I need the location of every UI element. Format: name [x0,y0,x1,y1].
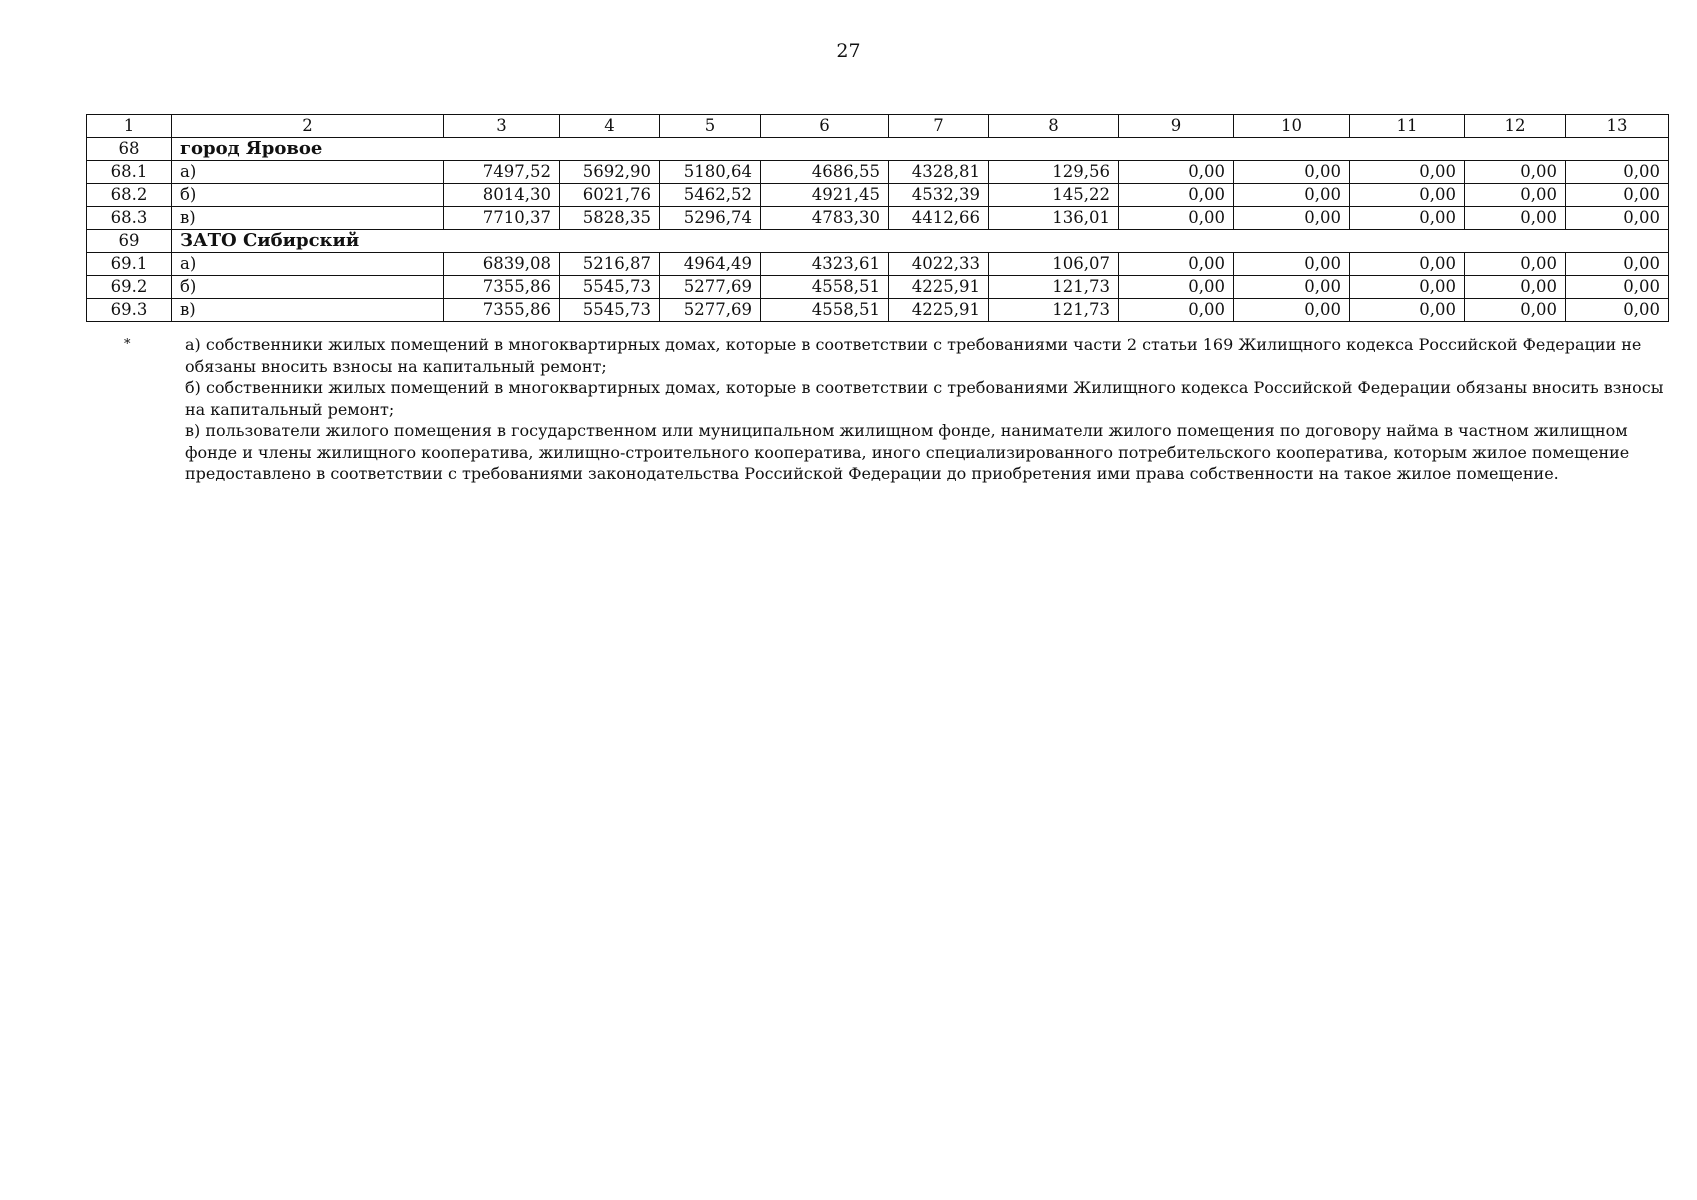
table-body [87,115,1669,322]
value-cell: 5462,52 [660,184,761,207]
value-cell: 4921,45 [761,184,889,207]
value-cell: 8014,30 [444,184,560,207]
value-cell: 129,56 [989,161,1119,184]
value-cell: 5277,69 [660,276,761,299]
row-label: в) [172,207,444,230]
value-cell: 0,00 [1350,207,1465,230]
value-cell: 0,00 [1350,299,1465,322]
value-cell: 5692,90 [560,161,660,184]
group-title: город Яровое [172,138,1669,161]
value-cell: 0,00 [1566,184,1669,207]
value-cell: 0,00 [1119,184,1234,207]
value-cell: 0,00 [1465,253,1566,276]
value-cell: 0,00 [1350,161,1465,184]
value-cell: 4964,49 [660,253,761,276]
value-cell: 0,00 [1465,184,1566,207]
value-cell: 0,00 [1350,253,1465,276]
page-number: 27 [836,40,861,62]
value-cell: 121,73 [989,276,1119,299]
value-cell: 4225,91 [889,299,989,322]
value-cell: 0,00 [1465,276,1566,299]
value-cell: 0,00 [1234,299,1350,322]
value-cell: 0,00 [1566,299,1669,322]
table-row [87,207,1669,230]
value-cell: 0,00 [1234,161,1350,184]
group-title: ЗАТО Сибирский [172,230,1669,253]
value-cell: 4323,61 [761,253,889,276]
value-cell: 0,00 [1566,161,1669,184]
value-cell: 0,00 [1465,299,1566,322]
value-cell: 0,00 [1119,253,1234,276]
value-cell: 0,00 [1119,276,1234,299]
footnote-marker: * [124,337,131,352]
row-number: 68.3 [87,207,172,230]
row-number: 68 [87,138,172,161]
header-cell: 12 [1465,115,1566,138]
footnotes [86,334,1668,485]
header-cell: 6 [761,115,889,138]
value-cell: 0,00 [1119,299,1234,322]
value-cell: 5545,73 [560,276,660,299]
group-row [87,138,1669,161]
row-label: в) [172,299,444,322]
value-cell: 4686,55 [761,161,889,184]
row-number: 68.1 [87,161,172,184]
table-row [87,184,1669,207]
value-cell: 0,00 [1119,207,1234,230]
value-cell: 0,00 [1566,276,1669,299]
value-cell: 5216,87 [560,253,660,276]
value-cell: 7355,86 [444,276,560,299]
value-cell: 0,00 [1234,276,1350,299]
row-label: б) [172,276,444,299]
value-cell: 4022,33 [889,253,989,276]
header-cell: 11 [1350,115,1465,138]
value-cell: 0,00 [1465,161,1566,184]
row-number: 68.2 [87,184,172,207]
header-cell: 9 [1119,115,1234,138]
value-cell: 0,00 [1234,253,1350,276]
header-cell: 4 [560,115,660,138]
header-cell: 5 [660,115,761,138]
value-cell: 5296,74 [660,207,761,230]
value-cell: 6839,08 [444,253,560,276]
value-cell: 4532,39 [889,184,989,207]
value-cell: 0,00 [1234,207,1350,230]
header-cell: 8 [989,115,1119,138]
value-cell: 6021,76 [560,184,660,207]
footnote-item-a: а) собственники жилых помещений в многоквартирных домах, которые в соответствии с требованиями части 2 статьи 169 Жилищного кодекса Российской Федерации не обязаны вносить взносы на капитальный ремонт; [185,335,1642,376]
table-header-row [87,115,1669,138]
value-cell: 5277,69 [660,299,761,322]
value-cell: 7710,37 [444,207,560,230]
value-cell: 4558,51 [761,276,889,299]
row-number: 69 [87,230,172,253]
footnote-item-c: в) пользователи жилого помещения в государственном или муниципальном жилищном фонде, наниматели жилого помещения по договору найма в частном жилищном фонде и члены жилищного кооператива, жилищно-строительного кооператива, иного специализированного потребительского кооператива, которым жилое помещение предоставлено в соответствии с требованиями законодательства Российской Федерации до приобретения ими права собственности на такое жилое помещение. [185,421,1630,483]
group-row [87,230,1669,253]
row-number: 69.3 [87,299,172,322]
value-cell: 4783,30 [761,207,889,230]
table-row [87,161,1669,184]
value-cell: 106,07 [989,253,1119,276]
table-row [87,253,1669,276]
value-cell: 4328,81 [889,161,989,184]
value-cell: 121,73 [989,299,1119,322]
value-cell: 136,01 [989,207,1119,230]
value-cell: 0,00 [1566,253,1669,276]
row-label: а) [172,253,444,276]
header-cell: 3 [444,115,560,138]
row-label: а) [172,161,444,184]
value-cell: 4412,66 [889,207,989,230]
value-cell: 4558,51 [761,299,889,322]
value-cell: 0,00 [1465,207,1566,230]
value-cell: 7355,86 [444,299,560,322]
header-cell: 10 [1234,115,1350,138]
value-cell: 4225,91 [889,276,989,299]
table-row [87,276,1669,299]
row-number: 69.1 [87,253,172,276]
header-cell: 1 [87,115,172,138]
value-cell: 5545,73 [560,299,660,322]
value-cell: 5180,64 [660,161,761,184]
value-cell: 0,00 [1350,276,1465,299]
header-cell: 7 [889,115,989,138]
footnote-item-b: б) собственники жилых помещений в многоквартирных домах, которые в соответствии с требованиями Жилищного кодекса Российской Федерации обязаны вносить взносы на капитальный ремонт; [185,378,1664,419]
value-cell: 145,22 [989,184,1119,207]
value-cell: 0,00 [1566,207,1669,230]
value-cell: 7497,52 [444,161,560,184]
value-cell: 0,00 [1119,161,1234,184]
value-cell: 0,00 [1234,184,1350,207]
tariff-table [86,114,1669,322]
row-number: 69.2 [87,276,172,299]
row-label: б) [172,184,444,207]
header-cell: 2 [172,115,444,138]
table-row [87,299,1669,322]
value-cell: 0,00 [1350,184,1465,207]
value-cell: 5828,35 [560,207,660,230]
header-cell: 13 [1566,115,1669,138]
